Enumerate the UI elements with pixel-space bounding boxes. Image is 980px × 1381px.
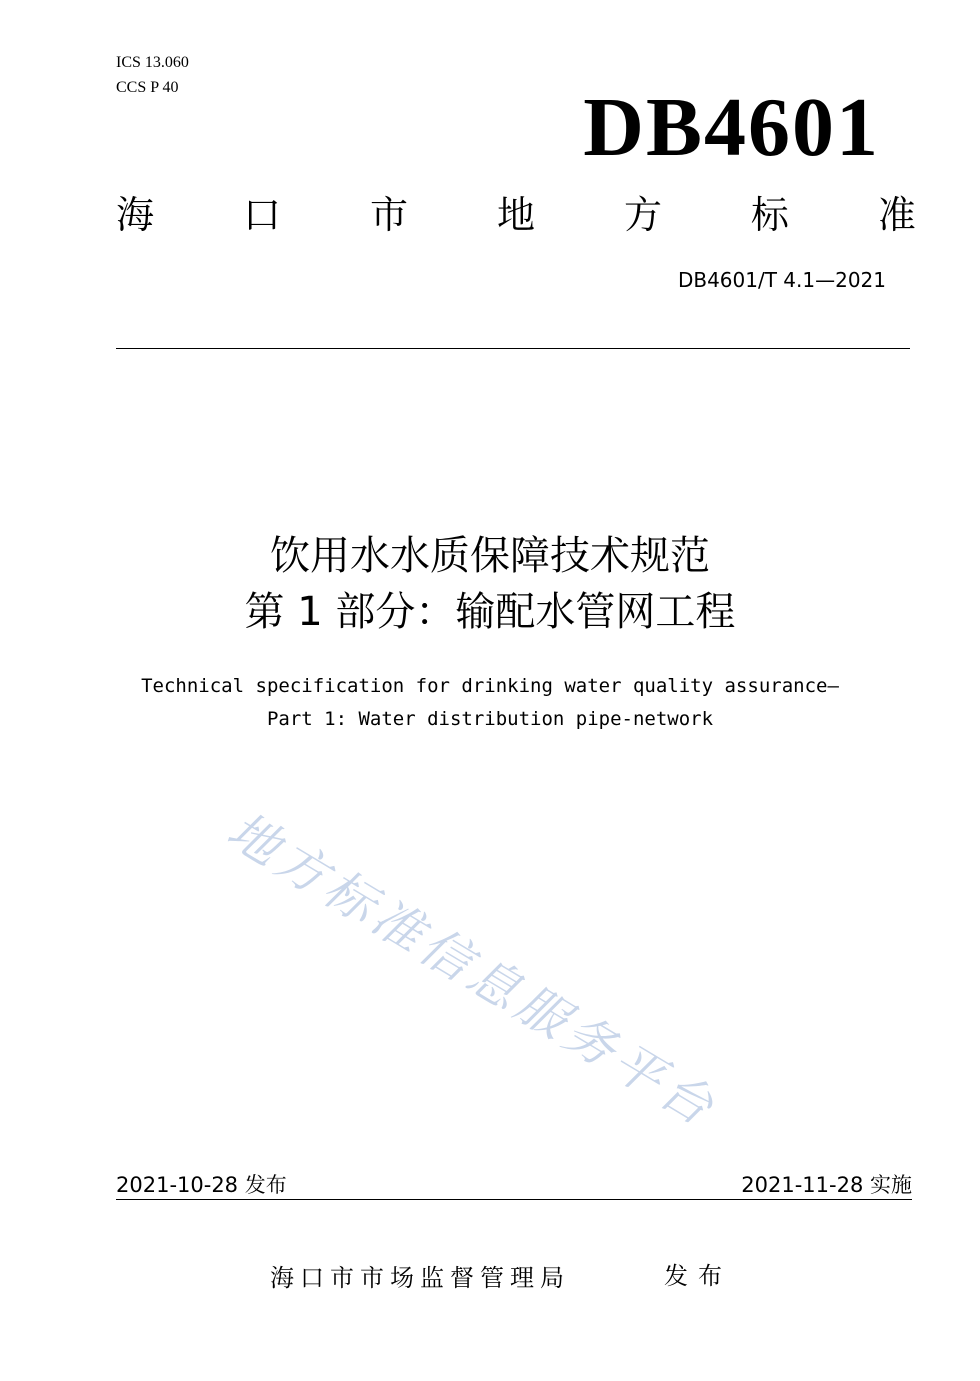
standard-type-char: 准 — [877, 193, 916, 237]
bottom-divider — [116, 1199, 912, 1200]
standard-type — [116, 188, 916, 242]
top-divider — [116, 348, 910, 349]
standard-type-char: 市 — [369, 193, 408, 237]
standard-code: DB4601 — [583, 81, 880, 174]
watermark: 地方标准信息服务平台 — [217, 800, 728, 1139]
standard-number: DB4601/T 4.1—2021 — [677, 268, 886, 292]
title-en-line2: Part 1: Water distribution pipe-network — [266, 708, 714, 730]
title-zh-line1: 饮用水水质保障技术规范 — [270, 533, 710, 579]
standard-type-char: 标 — [750, 193, 789, 237]
title-en-line1: Technical specification for drinking water quality assurance— — [141, 675, 839, 697]
publish-date: 2021-10-28 发布 — [116, 1173, 287, 1197]
issue-label: 发布 — [664, 1262, 732, 1290]
implement-date: 2021-11-28 实施 — [741, 1173, 912, 1197]
ccs-code: CCS P 40 — [116, 79, 179, 96]
standard-type-char: 口 — [242, 193, 281, 237]
standard-type-char: 地 — [496, 193, 535, 237]
standard-type-char: 海 — [116, 193, 155, 237]
ics-code: ICS 13.060 — [116, 54, 189, 71]
classification-codes — [116, 50, 189, 100]
publisher: 海口市市场监督管理局 — [270, 1264, 570, 1292]
title-zh-line2: 第 1 部分：输配水管网工程 — [244, 589, 736, 635]
standard-type-char: 方 — [623, 193, 662, 237]
